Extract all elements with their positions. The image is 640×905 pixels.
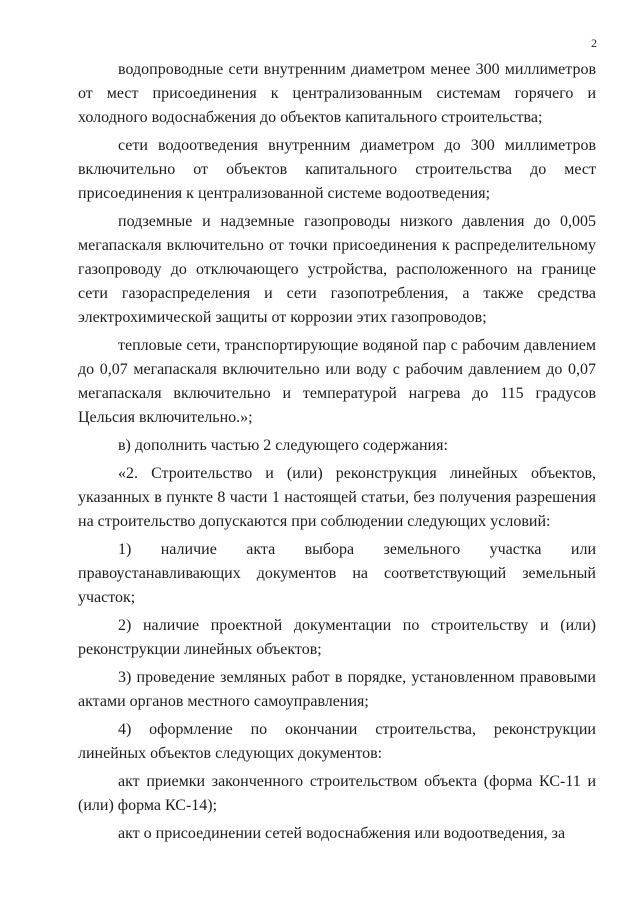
paragraph: 1) наличие акта выбора земельного участка или правоустанавливающих документов на соответствующий земельный участок;	[78, 541, 596, 606]
paragraph: водопроводные сети внутренним диаметром менее 300 миллиметров от мест присоединения к централизованным системам горячего и холодного водоснабжения до объектов капитального строительства;	[78, 61, 596, 126]
paragraph: акт о присоединении сетей водоснабжения или водоотведения, за	[118, 825, 566, 842]
paragraph: 4) оформление по окончании строительства, реконструкции линейных объектов следующих документов:	[78, 721, 596, 762]
paragraph: 2) наличие проектной документации по строительству и (или) реконструкции линейных объектов;	[78, 617, 596, 658]
paragraph: 3) проведение земляных работ в порядке, установленном правовыми актами органов местного самоуправления;	[78, 669, 596, 710]
page-number: 2	[591, 36, 597, 50]
paragraph: тепловые сети, транспортирующие водяной пар с рабочим давлением до 0,07 мегапаскаля включительно или воду с рабочим давлением до 0,07 мегапаскаля включительно и температурой нагрева до 115 градусов Цельсия включительно.»;	[78, 337, 596, 426]
document-body	[78, 58, 596, 846]
paragraph: акт приемки законченного строительством объекта (форма КС-11 и (или) форма КС-14);	[78, 773, 596, 814]
paragraph: «2. Строительство и (или) реконструкция линейных объектов, указанных в пункте 8 части 1 настоящей статьи, без получения разрешения на строительство допускаются при соблюдении следующих условий:	[78, 465, 596, 530]
paragraph: сети водоотведения внутренним диаметром до 300 миллиметров включительно от объектов капитального строительства до мест присоединения к централизованной системе водоотведения;	[78, 137, 596, 202]
paragraph: в) дополнить частью 2 следующего содержания:	[118, 437, 448, 454]
paragraph: подземные и надземные газопроводы низкого давления до 0,005 мегапаскаля включительно от точки присоединения к распределительному газопроводу до отключающего устройства, расположенного на границе сети газораспределения и сети газопотребления, а также средства электрохимической защиты от коррозии этих газопроводов;	[78, 213, 596, 326]
